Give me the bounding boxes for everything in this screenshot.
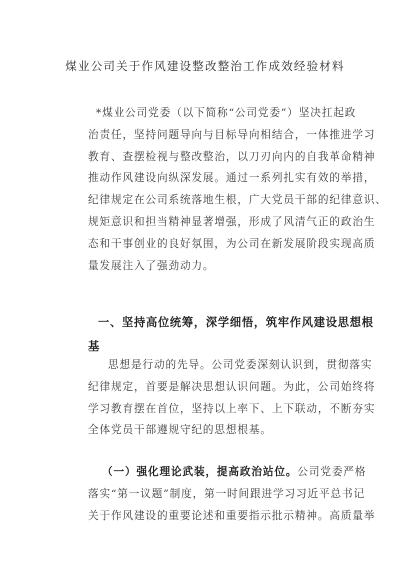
paragraph-line: 推动作风建设向纵深发展。通过一系列扎实有效的举措， <box>88 172 376 185</box>
subsection-lead: （一）强化理论武装，提高政治站位。 <box>102 466 298 478</box>
paragraph-line: 纪律规定在公司系统落地生根，广大党员干部的纪律意识、 <box>88 194 387 207</box>
paragraph-line <box>88 462 367 484</box>
paragraph-line: 治责任，坚持问题导向与目标导向相结合，一体推进学习 <box>88 128 376 141</box>
paragraph-line: *煤业公司党委（以下简称“公司党委”）坚决扛起政 <box>96 107 357 119</box>
paragraph-line: 量发展注入了强劲动力。 <box>88 259 215 272</box>
paragraph-subsection-1 <box>88 462 376 527</box>
paragraph-line: 学习教育摆在首位，坚持以上率下、上下联动，不断夯实 <box>88 402 376 415</box>
paragraph-line: 教育、查摆检视与整改整治，以刀刃向内的自我革命精神 <box>88 150 376 163</box>
paragraph-line: 纪律规定，首要是解决思想认识问题。为此，公司始终将 <box>88 380 376 393</box>
paragraph-line: 关于作风建设的重要论述和重要指示批示精神。高质量举 <box>88 509 376 522</box>
paragraph-line: 规矩意识和担当精神显著增强，形成了风清气正的政治生 <box>88 215 376 228</box>
heading-line: 基 <box>88 339 100 353</box>
paragraph-section-1 <box>88 355 376 442</box>
paragraph-line: 态和干事创业的良好氛围，为公司在新发展阶段实现高质 <box>88 237 376 250</box>
paragraph-line: 落实“第一议题”制度，第一时间跟进学习习近平总书记 <box>88 487 365 500</box>
paragraph-intro <box>88 103 387 277</box>
paragraph-line: 全体党员干部遵规守纪的思想根基。 <box>88 424 272 437</box>
heading-line: 一、坚持高位统筹，深学细悟，筑牢作风建设思想根 <box>98 315 374 329</box>
section-heading-1 <box>88 310 374 358</box>
document-title: 煤业公司关于作风建设整改整治工作成效经验材料 <box>65 59 345 73</box>
paragraph-line: 思想是行动的先导。公司党委深刻认识到，贯彻落实 <box>108 359 373 371</box>
paragraph-text: 公司党委严格 <box>297 466 367 478</box>
